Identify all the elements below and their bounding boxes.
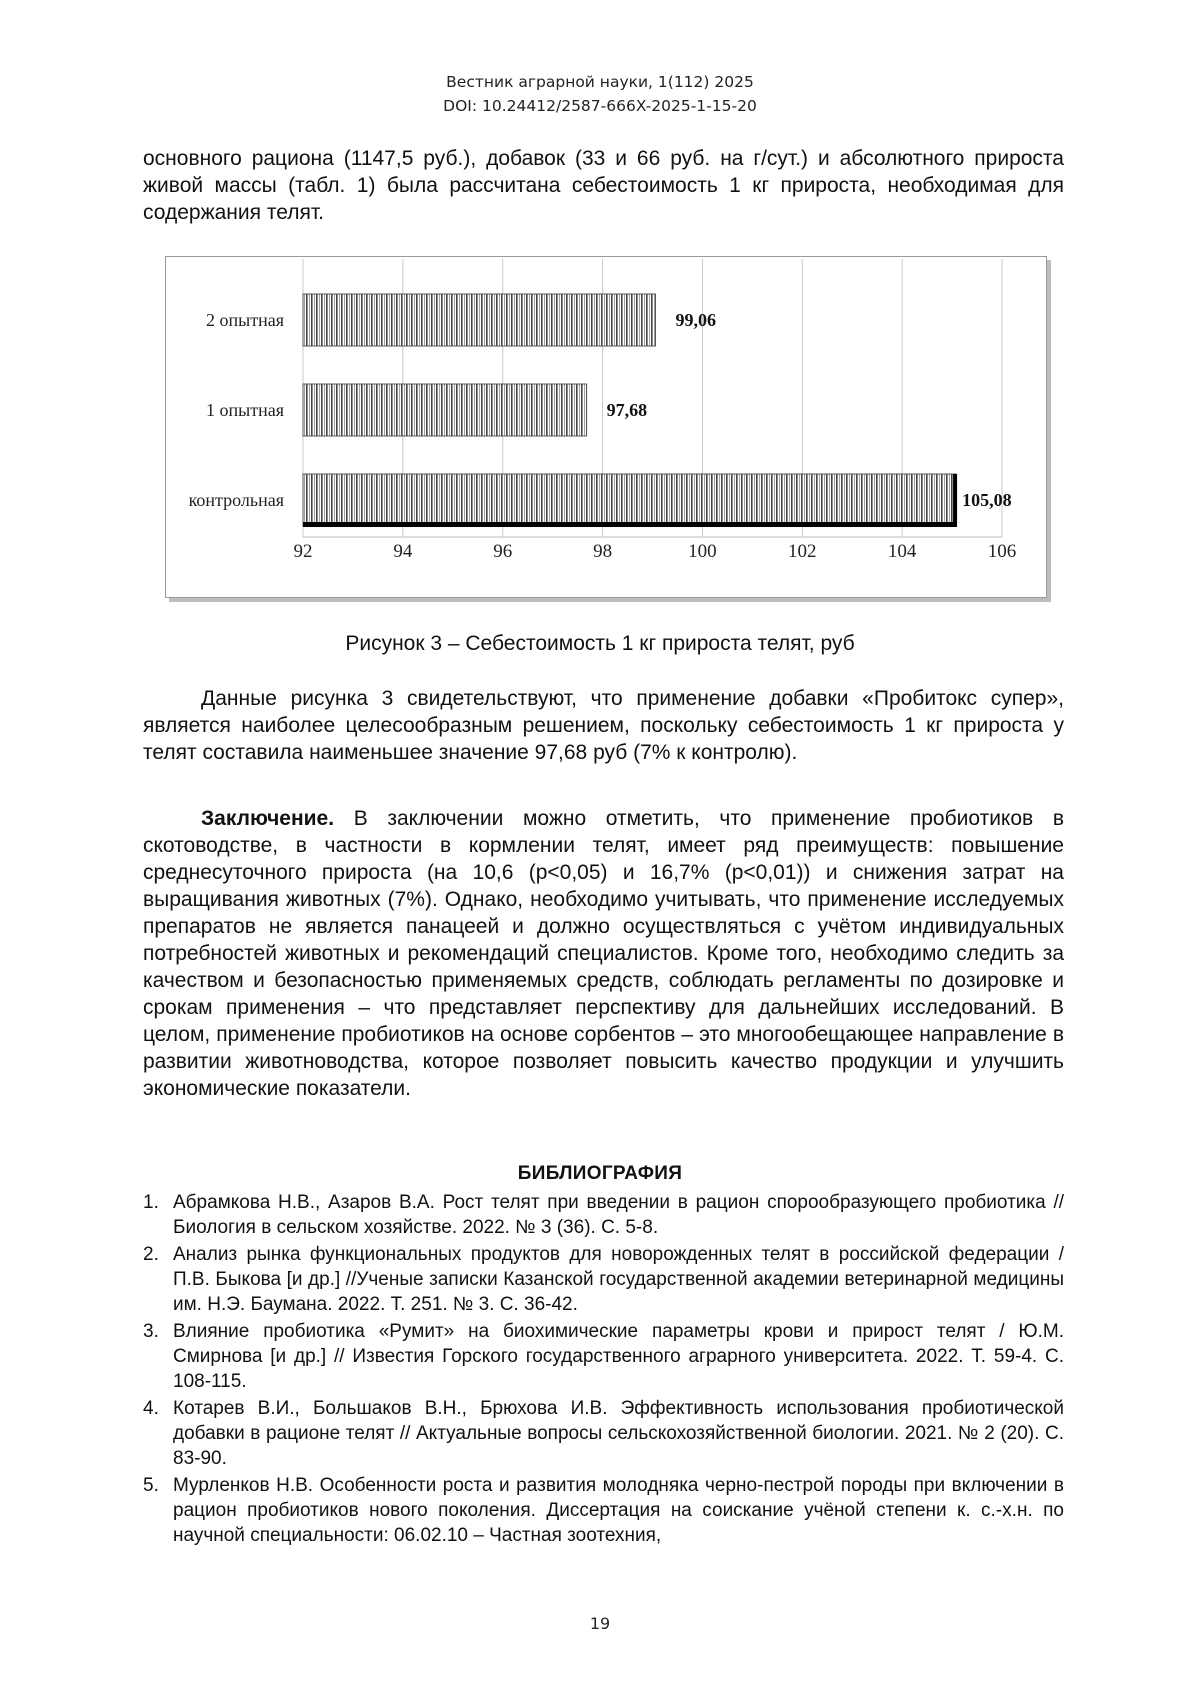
doi: DOI: 10.24412/2587-666X-2025-1-15-20 [443,97,757,115]
bibliography-item [143,1319,1064,1394]
item-number: 4. [143,1398,159,1419]
x-tick-label: 106 [987,541,1017,562]
item-text: Абрамкова Н.В., Азаров В.А. Рост телят при введении в рацион спорообразующего пробиотика // Биология в сельском хозяйстве. 2022. № 3 (36). С. 5-8. [173,1192,1064,1238]
x-tick-label: 98 [593,541,613,562]
x-tick-label: 100 [688,541,717,562]
item-number: 5. [143,1475,159,1496]
bar [303,294,655,346]
bibliography-item [143,1190,1064,1240]
x-tick-label: 104 [887,541,917,562]
category-label: 2 опытная [206,310,284,330]
intro-paragraph: основного рациона (1147,5 руб.), добавок (33 и 66 руб. на г/сут.) и абсолютного прироста живой массы (табл. 1) была рассчитана себестоимость 1 кг прироста, необходимая для содержания телят. [143,147,1064,224]
x-tick-label: 96 [493,541,513,562]
item-number: 3. [143,1321,159,1342]
x-tick-label: 94 [393,541,413,562]
bibliography-list [143,1190,1064,1550]
item-number: 2. [143,1244,159,1265]
page-number: 19 [589,1614,611,1633]
category-label: 1 опытная [206,400,284,420]
journal-header [0,70,1200,118]
x-tick-label: 102 [788,541,817,562]
category-label: контрольная [188,490,284,510]
figure-caption: Рисунок 3 – Себестоимость 1 кг прироста телят, руб [345,632,855,655]
bar-shadow-edge [303,522,956,527]
item-text: Анализ рынка функциональных продуктов для новорожденных телят в российской федерации / П.В. Быкова [и др.] //Ученые записки Казанской государственной академии ветеринарной медицины им. Н.Э. Баумана. 2022. Т. 251. № 3. С. 36-42. [173,1244,1064,1315]
x-tick-label: 92 [293,541,313,562]
journal-title: Вестник аграрной науки, 1(112) 2025 [446,73,754,91]
bar [303,384,587,436]
item-text: Мурленков Н.В. Особенности роста и развития молодняка черно-пестрой породы при включении в рацион пробиотиков нового поколения. Диссертация на соискание учёной степени к. с.-х.н. по научной специальности: 06.02.10 – Частная зоотехния, [173,1475,1064,1546]
conclusion-paragraph [143,805,1064,1102]
data-label: 99,06 [675,310,716,330]
bar-chart [166,257,1046,597]
bibliography-title: БИБЛИОГРАФИЯ [517,1163,683,1184]
data-label: 97,68 [606,400,648,420]
results-paragraph: Данные рисунка 3 свидетельствуют, что применение добавки «Пробитокс супер», является наиболее целесообразным решением, поскольку себестоимость 1 кг прироста у телят составила наименьшее значение 97,68 руб (7% к контролю). [143,687,1064,764]
bibliography-item [143,1242,1064,1317]
data-label: 105,08 [962,490,1012,510]
conclusion-label: Заключение. [201,807,335,830]
bibliography-item [143,1396,1064,1471]
bar [303,474,956,526]
figure-3-chart [165,256,1047,598]
item-text: Влияние пробиотика «Румит» на биохимические параметры крови и прирост телят / Ю.М. Смирнова [и др.] // Известия Горского государственного аграрного университета. 2022. Т. 59-4. С. 108-115. [173,1321,1064,1392]
item-text: Котарев В.И., Большаков В.Н., Брюхова И.В. Эффективность использования пробиотической добавки в рационе телят // Актуальные вопросы сельскохозяйственной биологии. 2021. № 2 (20). С. 83-90. [173,1398,1064,1469]
bibliography-item [143,1473,1064,1548]
bar-shadow-edge [953,474,957,527]
item-number: 1. [143,1192,159,1213]
conclusion-text: В заключении можно отметить, что применение пробиотиков в скотоводстве, в частности в кормлении телят, имеет ряд преимуществ: повышение среднесуточного прироста (на 10,6 (р<0,05) и 16,7% (р<0,01)) и снижения затрат на выращивания животных (7%). Однако, необходимо учитывать, что применение исследуемых препаратов не является панацеей и должно осуществляться с учётом индивидуальных потребностей животных и рекомендаций специалистов. Кроме того, необходимо следить за качеством и безопасностью применяемых средств, соблюдать регламенты по дозировке и срокам применения – что представляет перспективу для дальнейших исследований. В целом, применение пробиотиков на основе сорбентов – это многообещающее направление в развитии животноводства, которое позволяет повысить качество продукции и улучшить экономические показатели. [143,807,1064,1100]
